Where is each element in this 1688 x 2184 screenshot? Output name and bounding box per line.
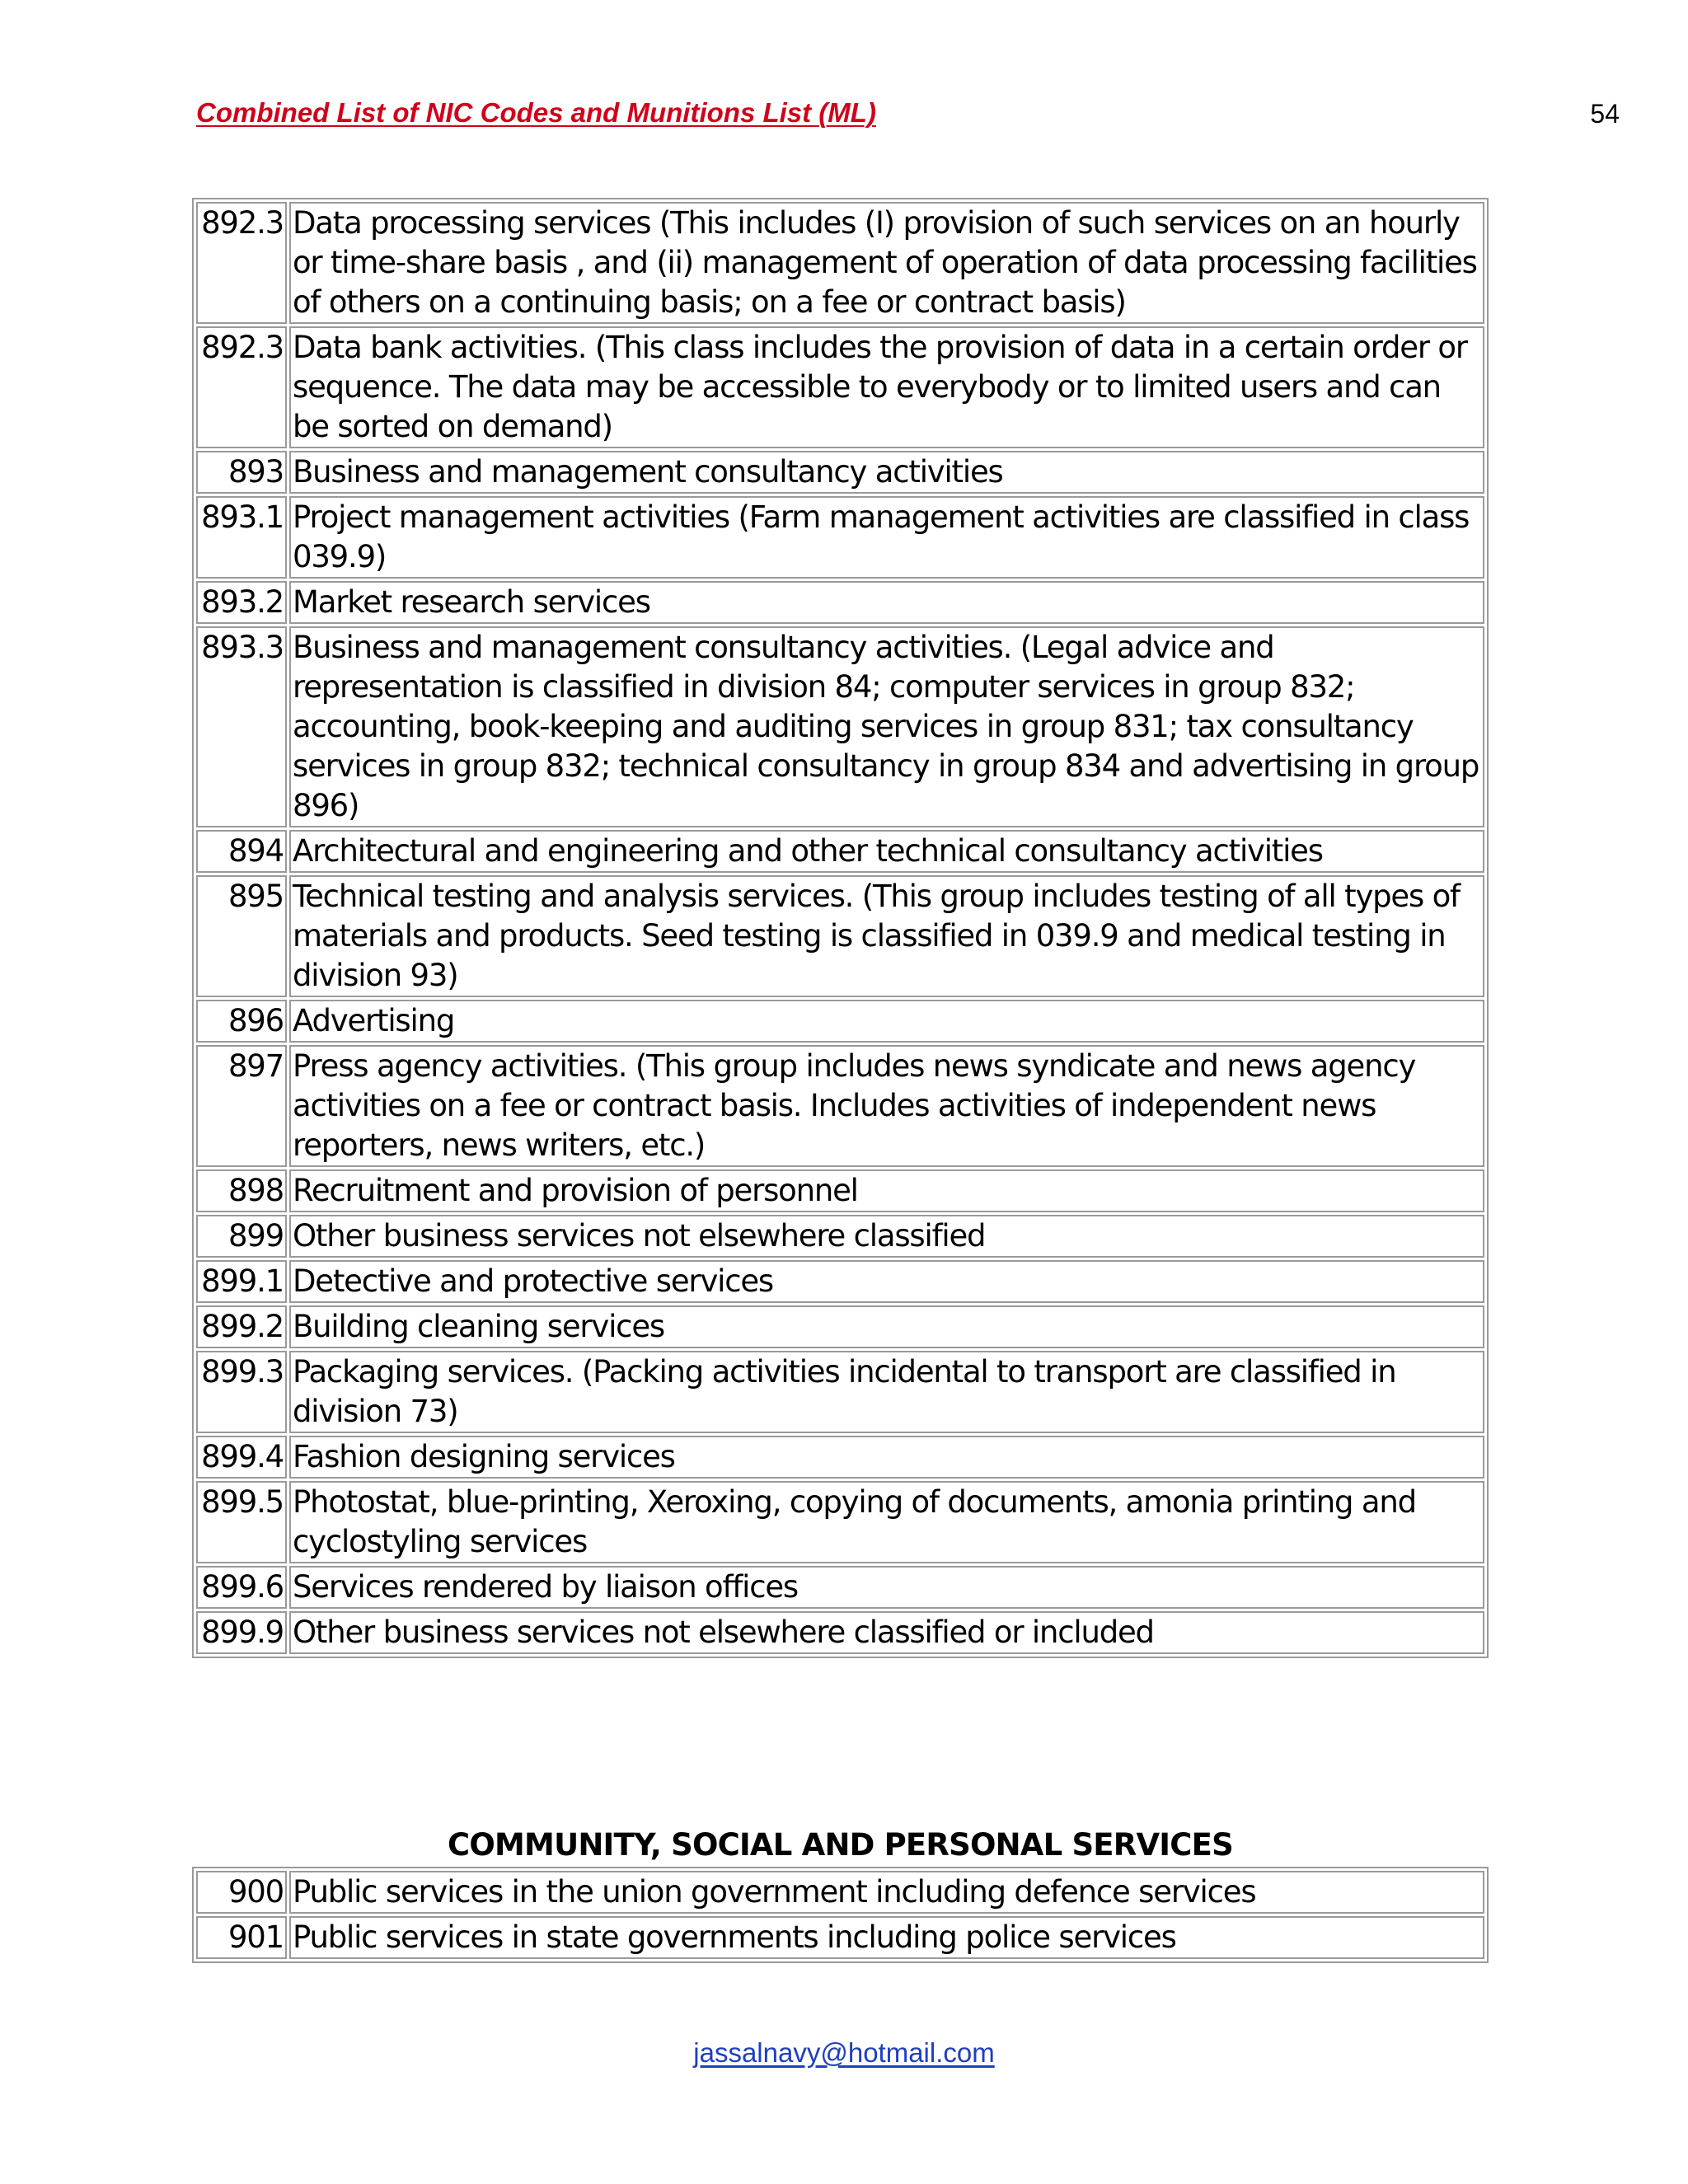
description-cell: Detective and protective services — [289, 1260, 1484, 1303]
table-row — [196, 1045, 1484, 1167]
table-row — [196, 326, 1484, 448]
description-cell: Public services in the union government including defence services — [289, 1871, 1484, 1914]
nic-code-cell: 897 — [196, 1045, 287, 1167]
description-cell: Press agency activities. (This group includes news syndicate and news agency activities on a fee or contract basis. Includes activities of independent news reporters, news writers, etc.) — [289, 1045, 1484, 1167]
table-row — [196, 496, 1484, 579]
nic-code-cell: 893.3 — [196, 626, 287, 827]
table-row — [196, 1566, 1484, 1609]
table-row — [196, 626, 1484, 827]
nic-code-cell: 895 — [196, 875, 287, 997]
description-cell: Project management activities (Farm management activities are classified in class 039.9) — [289, 496, 1484, 579]
nic-code-table — [192, 198, 1489, 1658]
table-row — [196, 1000, 1484, 1043]
description-cell: Recruitment and provision of personnel — [289, 1169, 1484, 1212]
table-row — [196, 1871, 1484, 1914]
description-cell: Fashion designing services — [289, 1436, 1484, 1479]
nic-code-cell: 898 — [196, 1169, 287, 1212]
description-cell: Building cleaning services — [289, 1305, 1484, 1348]
description-cell: Packaging services. (Packing activities incidental to transport are classified in division 73) — [289, 1351, 1484, 1433]
description-cell: Public services in state governments including police services — [289, 1916, 1484, 1959]
description-cell: Data bank activities. (This class includes the provision of data in a certain order or sequence. The data may be accessible to everybody or to limited users and can be sorted on demand) — [289, 326, 1484, 448]
description-cell: Services rendered by liaison offices — [289, 1566, 1484, 1609]
nic-code-cell: 899.2 — [196, 1305, 287, 1348]
nic-code-cell: 900 — [196, 1871, 287, 1914]
nic-code-cell: 899.6 — [196, 1566, 287, 1609]
description-cell: Other business services not elsewhere classified — [289, 1215, 1484, 1258]
table-row — [196, 1169, 1484, 1212]
community-services-table — [192, 1867, 1489, 1963]
description-cell: Other business services not elsewhere classified or included — [289, 1611, 1484, 1654]
description-cell: Market research services — [289, 581, 1484, 624]
nic-code-cell: 893 — [196, 451, 287, 494]
table-row — [196, 1215, 1484, 1258]
table-row — [196, 202, 1484, 324]
table-row — [196, 875, 1484, 997]
table-row — [196, 1260, 1484, 1303]
nic-code-cell: 899 — [196, 1215, 287, 1258]
description-cell: Architectural and engineering and other technical consultancy activities — [289, 830, 1484, 873]
nic-code-cell: 892.3 — [196, 202, 287, 324]
table-row — [196, 451, 1484, 494]
table-row — [196, 1916, 1484, 1959]
table-row — [196, 1351, 1484, 1433]
description-cell: Data processing services (This includes (I) provision of such services on an hourly or time-share basis , and (ii) management of operation of data processing facilities of others on a continuing basis; on a fee or contract basis) — [289, 202, 1484, 324]
section-heading-community: COMMUNITY, SOCIAL AND PERSONAL SERVICES — [448, 1827, 1233, 1863]
nic-code-cell: 893.2 — [196, 581, 287, 624]
nic-code-cell: 896 — [196, 1000, 287, 1043]
nic-code-cell: 899.5 — [196, 1481, 287, 1563]
description-cell: Photostat, blue-printing, Xeroxing, copying of documents, amonia printing and cyclostyling services — [289, 1481, 1484, 1563]
nic-code-table-body — [196, 202, 1484, 1654]
document-title: Combined List of NIC Codes and Munitions List (ML) — [196, 97, 876, 128]
page-number: 54 — [1590, 99, 1620, 129]
nic-code-cell: 901 — [196, 1916, 287, 1959]
nic-code-cell: 899.4 — [196, 1436, 287, 1479]
description-cell: Business and management consultancy activities. (Legal advice and representation is classified in division 84; computer services in group 832; accounting, book-keeping and auditing services in group 831; tax consultancy services in group 832; technical consultancy in group 834 and advertising in group 896) — [289, 626, 1484, 827]
table-row — [196, 1481, 1484, 1563]
nic-code-cell: 899.1 — [196, 1260, 287, 1303]
description-cell: Technical testing and analysis services. (This group includes testing of all types of materials and products. Seed testing is classified in 039.9 and medical testing in division 93) — [289, 875, 1484, 997]
table-row — [196, 581, 1484, 624]
community-services-table-body — [196, 1871, 1484, 1959]
description-cell: Business and management consultancy activities — [289, 451, 1484, 494]
nic-code-cell: 894 — [196, 830, 287, 873]
table-row — [196, 1611, 1484, 1654]
nic-code-cell: 899.9 — [196, 1611, 287, 1654]
footer-email-link[interactable]: jassalnavy@hotmail.com — [693, 2037, 995, 2068]
table-row — [196, 1436, 1484, 1479]
nic-code-cell: 892.3 — [196, 326, 287, 448]
table-row — [196, 1305, 1484, 1348]
nic-code-cell: 893.1 — [196, 496, 287, 579]
table-row — [196, 830, 1484, 873]
nic-code-cell: 899.3 — [196, 1351, 287, 1433]
description-cell: Advertising — [289, 1000, 1484, 1043]
